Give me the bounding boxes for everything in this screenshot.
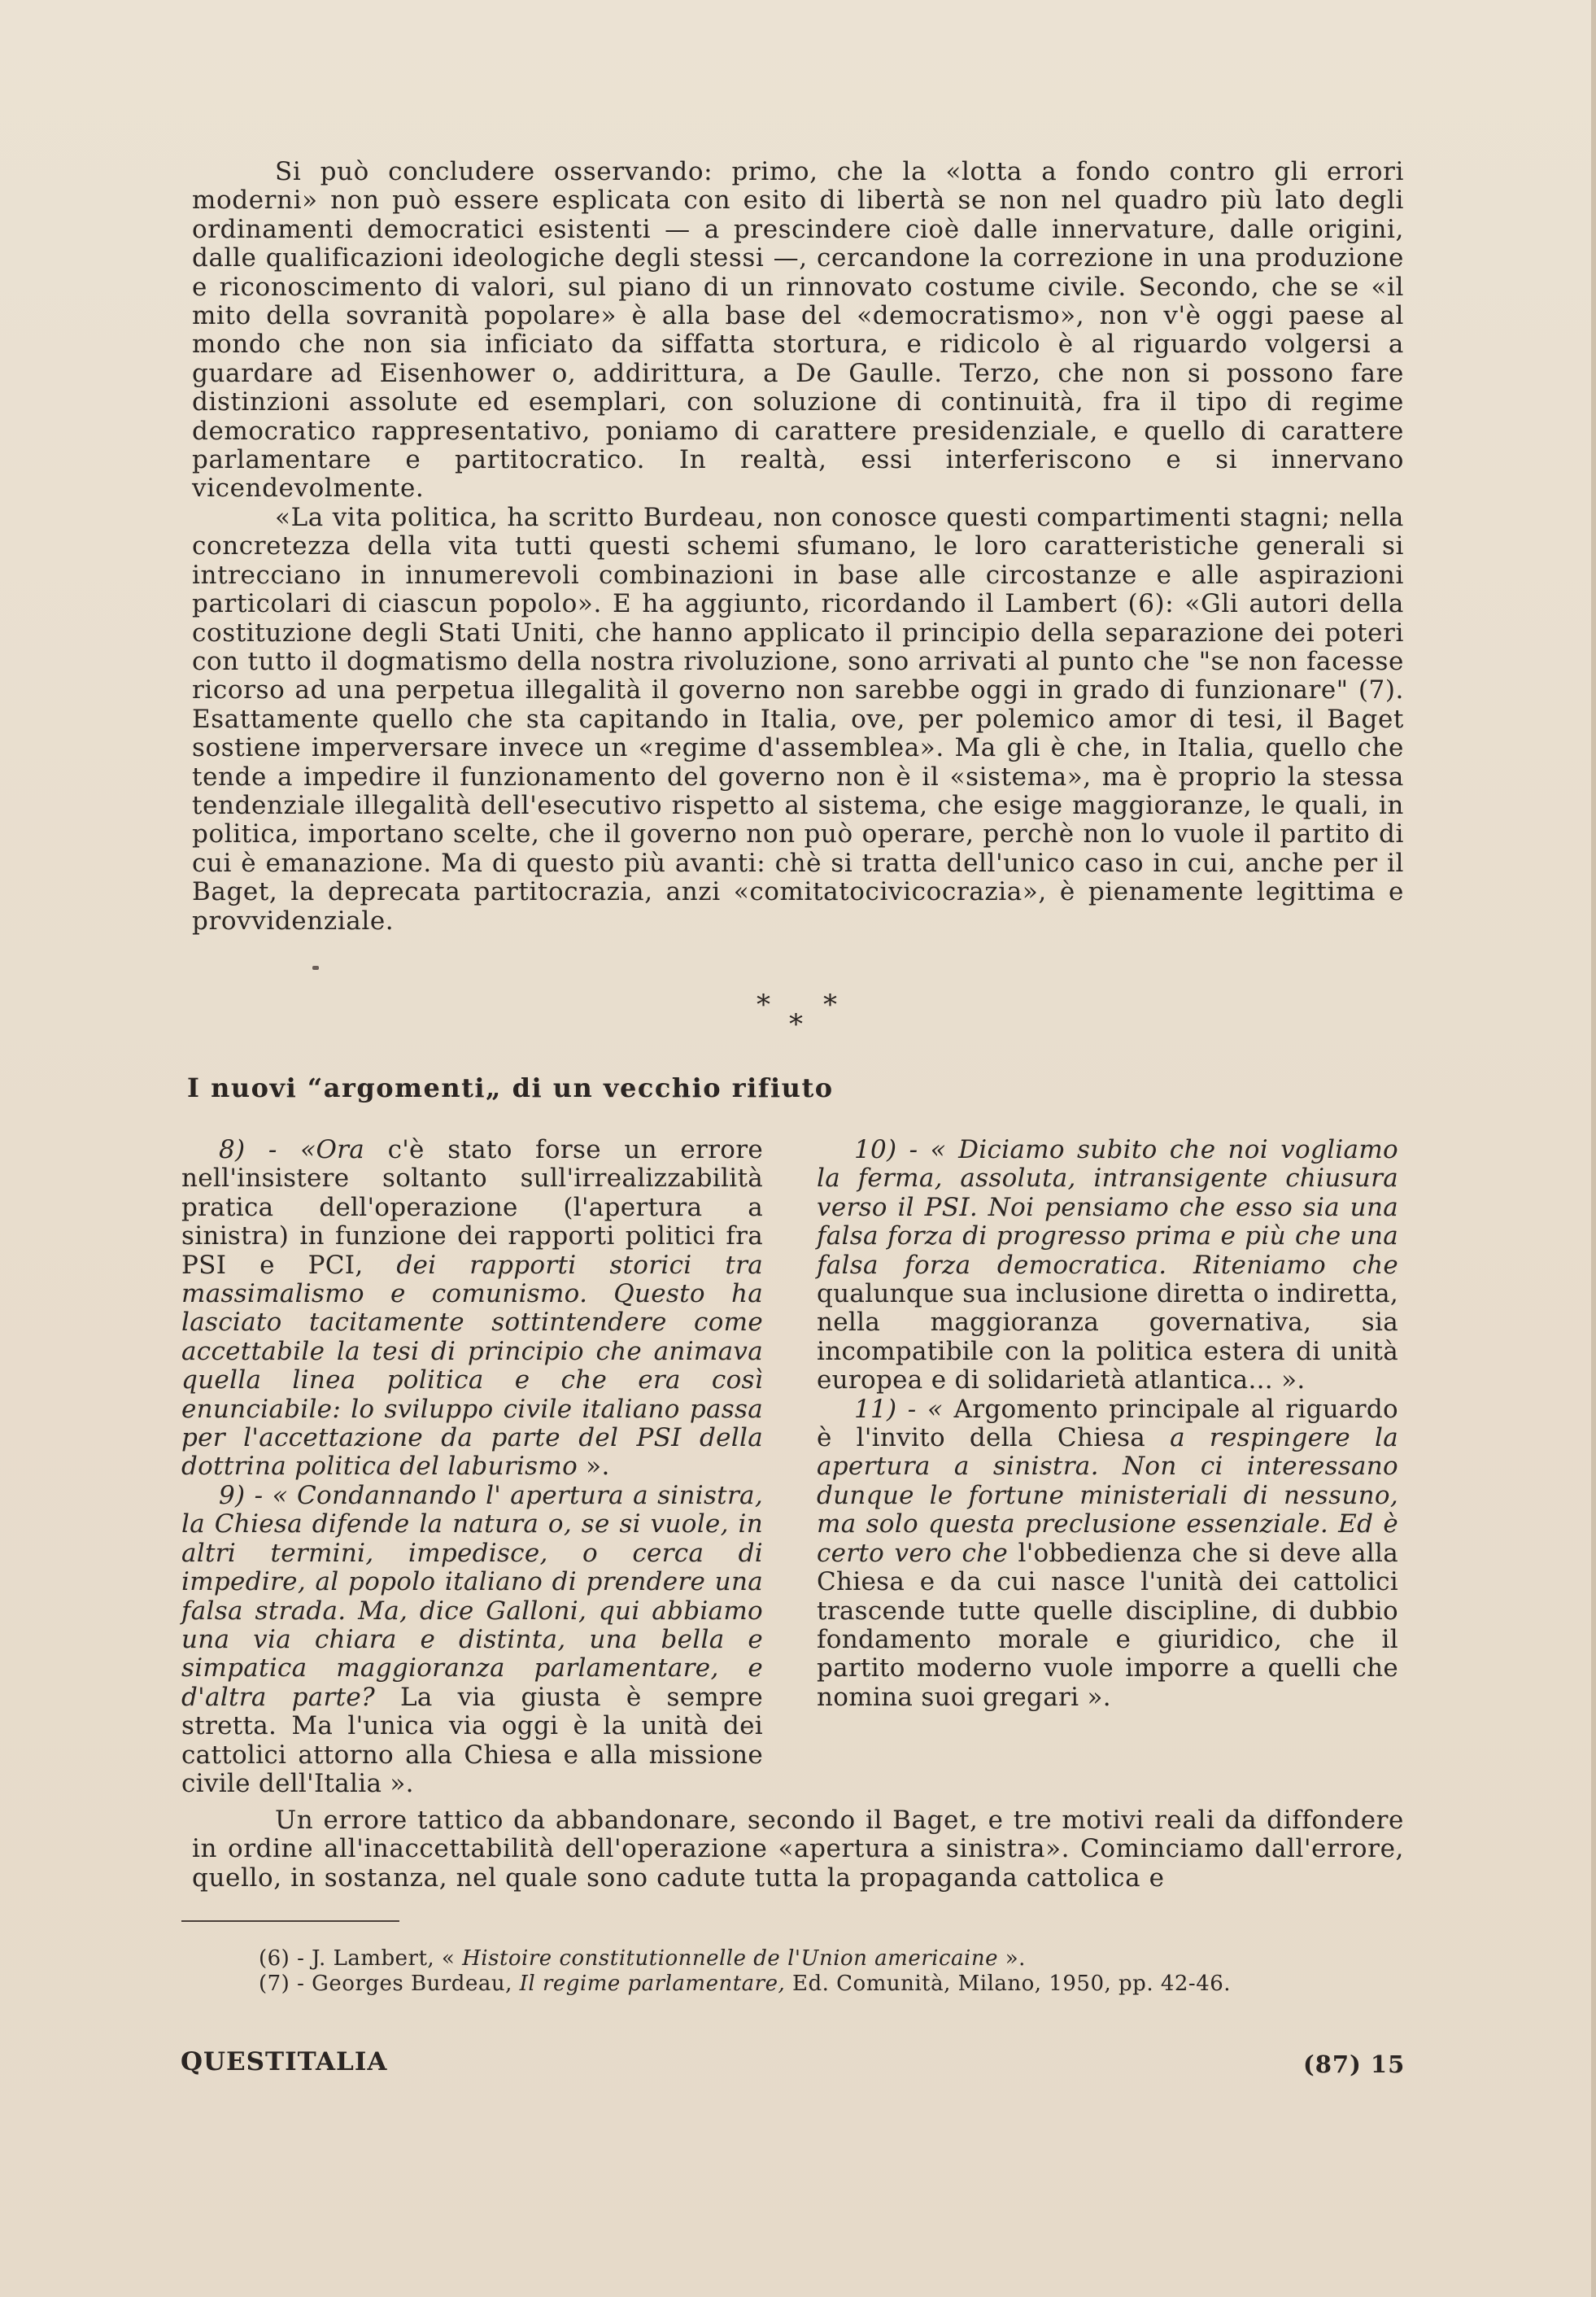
asterism-star: * [757,989,770,1021]
footnotes [259,1946,1398,1997]
magazine-name: QUESTITALIA [181,2047,388,2076]
quote-column-left [181,1136,763,1798]
body-paragraph-1: Si può concludere osservando: primo, che la «lotta a fondo contro gli errori moderni» non può essere esplicata con esito di libertà se non nel quadro più lato degli ordinamenti democratici esistenti — a prescindere cioè dalle innervature, dalle origini, dalle qualificazioni ideologiche degli stessi —, cercandone la correzione in una produzione e riconoscimento di valori, sul piano di un rinnovato costume civile. Secondo, che se «il mito della sovranità popolare» è alla base del «democratismo», non v'è oggi paese al mondo che non sia inficiato da siffatta stortura, e ridicolo è al riguardo volgersi a guardare ad Eisenhower o, addirittura, a De Gaulle. Terzo, che non si possono fare distinzioni assolute ed esemplari, con soluzione di continuità, fra il tipo di regime democratico rappresentativo, poniamo di carattere presidenziale, e quello di carattere parlamentare e partitocratico. In realtà, essi interferiscono e si innervano vicendevolmente. [192,157,1404,504]
quote-column-right [817,1136,1398,1712]
body-text [192,158,1404,936]
closing-paragraph: Un errore tattico da abbandonare, secondo il Baget, e tre motivi reali da diffondere in ordine all'inaccettabilità dell'operazione «apertura a sinistra». Cominciamo dall'errore, quello, in sostanza, nel quale sono cadute tutta la propaganda cattolica e [192,1806,1404,1893]
quote-8 [181,1136,763,1482]
quote-text: La via giusta è sempre stretta. Ma l'unica via oggi è la unità dei cattolici attorno alla Chiesa e alla missione civile dell'Italia ». [181,1682,763,1798]
asterism-star: * [823,989,837,1021]
quote-italic: Diciamo subito che noi vogliamo la ferma, assoluta, intransigente chiusura verso il PSI. Noi pensiamo che esso sia una falsa forza di progresso prima e più che una falsa forza democratica. Riteniamo che [817,1135,1398,1280]
body-paragraph-2: «La vita politica, ha scritto Burdeau, non conosce questi compartimenti stagni; nella concretezza della vita tutti questi schemi sfumano, le loro caratteristiche generali si intrecciano in innumerevoli combinazioni in base alle circostanze e alle aspirazioni particolari di ciascun popolo». E ha aggiunto, ricordando il Lambert (6): «Gli autori della costituzione degli Stati Uniti, che hanno applicato il principio della separazione dei poteri con tutto il dogmatismo della nostra rivoluzione, sono arrivati al punto che "se non facesse ricorso ad una perpetua illegalità il governo non sarebbe oggi in grado di funzionare" (7). Esattamente quello che sta capitando in Italia, ove, per polemico amor di tesi, il Baget sostiene imperversare invece un «regime d'assemblea». Ma gli è che, in Italia, quello che tende a impedire il funzionamento del governo non è il «sistema», ma è proprio la stessa tendenziale illegalità dell'esecutivo rispetto al sistema, che esige maggioranze, le quali, in politica, importano scelte, che il governo non può operare, perchè non lo vuole il partito di cui è emanazione. Ma di questo più avanti: chè si tratta dell'unico caso in cui, anche per il Baget, la deprecata partitocrazia, anzi «comitatocivicocrazia», è pienamente legittima e provvidenziale. [192,502,1404,936]
quote-number: 10) - « [854,1135,959,1164]
footnote-title: Histoire constitutionnelle de l'Union americaine [462,1946,998,1971]
footnote-rule [181,1920,399,1922]
quote-9 [181,1482,763,1798]
footnote-text: (6) - J. Lambert, « [259,1946,463,1971]
footnote-7 [259,1972,1398,1997]
ink-speck [312,966,319,970]
footnote-text: (7) - Georges Burdeau, [259,1972,520,1996]
page-number: (87) 15 [1303,2050,1406,2078]
quote-10 [817,1136,1398,1395]
quote-text: c'è stato forse un errore nell'insistere soltanto sull'irrealizzabilità pratica dell'operazione (l'apertura a sinistra) in funzione dei rapporti politici fra PSI e PCI, [181,1135,763,1280]
quote-11 [817,1395,1398,1712]
quote-number: 9) - « [219,1480,298,1510]
quote-italic: dei rapporti storici tra massimalismo e comunismo. Questo ha lasciato tacitamente sottintendere come accettabile la tesi di principio che animava quella linea politica e che era così enunciabile: lo sviluppo civile italiano passa per l'accettazione da parte del PSI della dottrina politica del laburismo [181,1250,763,1482]
asterism-divider [732,976,862,1041]
quote-number: 8) - « [219,1135,316,1164]
footnote-title: Il regime parlamentare, [519,1972,786,1996]
quote-text: l'obbedienza che si deve alla Chiesa e da cui nasce l'unità dei cattolici trascende tutte quelle discipline, di dubbio fondamento morale e giuridico, che il partito moderno vuole imporre a quelli che nomina suoi gregari ». [817,1538,1398,1712]
quote-italic: Ora [316,1135,365,1164]
page-edge [1591,0,1596,2297]
quote-italic: Condannando l' apertura a sinistra, la Chiesa difende la natura o, se si vuole, in altri termini, impedisce, o cerca di impedire, al popolo italiano di prendere una falsa strada. Ma, dice Galloni, qui abbiamo una via chiara e distinta, una bella e simpatica maggioranza parlamentare, e d'altra parte? [181,1480,763,1712]
asterism-star: * [789,1008,803,1041]
section-heading: I nuovi “argomenti„ di un vecchio rifiuto [187,1072,834,1103]
footnote-6 [259,1946,1398,1972]
quote-close: ». [578,1452,610,1482]
footnote-text: Ed. Comunità, Milano, 1950, pp. 42-46. [785,1972,1232,1996]
quote-italic: a respingere la apertura a sinistra. Non ci interessano dunque le fortune ministeriali di nessuno, ma solo questa preclusione essenziale. Ed è certo vero che [817,1423,1398,1568]
quote-text: qualunque sua inclusione diretta o indiretta, nella maggioranza governativa, sia incompatibile con la politica estera di unità europea e di solidarietà atlantica... ». [817,1279,1398,1395]
quote-number: 11) - « [854,1394,954,1424]
footnote-text: ». [997,1946,1026,1971]
closing-text [192,1806,1404,1893]
quote-text: Argomento principale al riguardo è l'invito della Chiesa [817,1394,1398,1453]
